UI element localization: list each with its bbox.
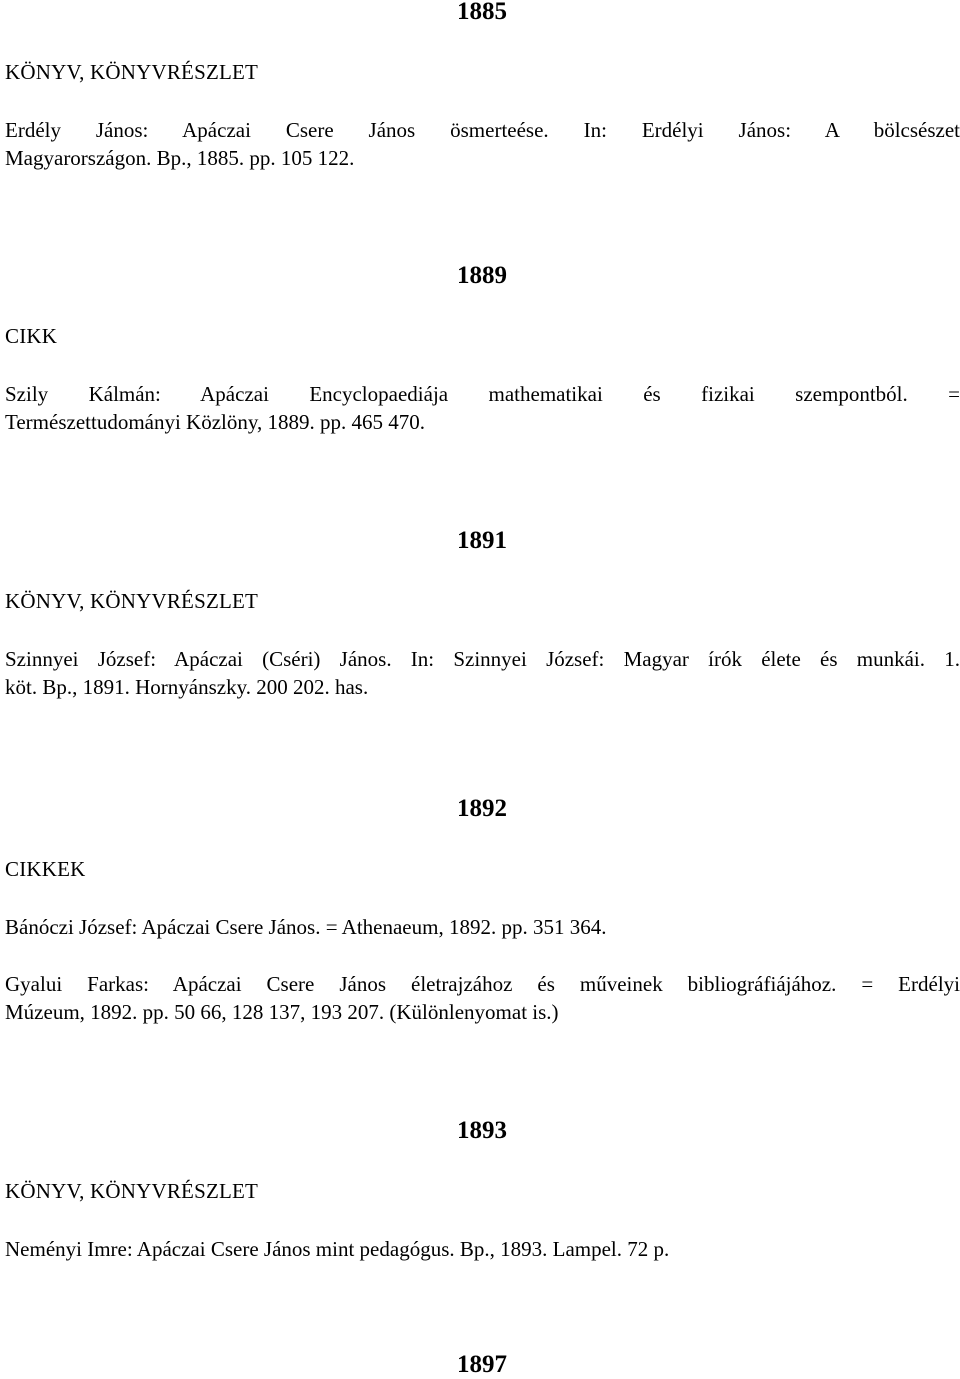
year-heading: 1897 [457,1351,507,1378]
entry-line: Neményi Imre: Apáczai Csere János mint pedagógus. Bp., 1893. Lampel. 72 p. [5,1237,670,1261]
bibliography-entry [5,913,960,941]
bibliography-entry [5,116,960,172]
year-heading: 1893 [457,1117,507,1144]
bibliography-entry [5,645,960,701]
entry-line: Bánóczi József: Apáczai Csere János. = Athenaeum, 1892. pp. 351 364. [5,915,607,939]
year-heading: 1892 [457,795,507,822]
entry-line: Természettudományi Közlöny, 1889. pp. 465 470. [5,410,426,434]
year-heading: 1885 [457,0,507,25]
bibliography-entry [5,1235,960,1263]
category-heading: CIKK [5,324,58,348]
category-heading: KÖNYV, KÖNYVRÉSZLET [5,1179,259,1203]
entry-line: Erdély János: Apáczai Csere János ösmerteése. In: Erdélyi János: A bölcsészet [5,118,960,142]
entry-line: Szily Kálmán: Apáczai Encyclopaediája mathematikai és fizikai szempontból. = [5,382,960,406]
category-heading: CIKKEK [5,857,86,881]
entry-line: Múzeum, 1892. pp. 50 66, 128 137, 193 207. (Különlenyomat is.) [5,1000,559,1024]
entry-line: Szinnyei József: Apáczai (Cséri) János. In: Szinnyei József: Magyar írók élete és munkái. 1. [5,647,960,671]
year-heading: 1891 [457,527,507,554]
entry-line: köt. Bp., 1891. Hornyánszky. 200 202. has. [5,675,369,699]
category-heading: KÖNYV, KÖNYVRÉSZLET [5,60,259,84]
bibliography-entry [5,970,960,1026]
entry-line: Gyalui Farkas: Apáczai Csere János életrajzához és műveinek bibliográfiájához. = Erdélyi [5,972,960,996]
year-heading: 1889 [457,262,507,289]
bibliography-entry [5,380,960,436]
category-heading: KÖNYV, KÖNYVRÉSZLET [5,589,259,613]
entry-line: Magyarországon. Bp., 1885. pp. 105 122. [5,146,355,170]
